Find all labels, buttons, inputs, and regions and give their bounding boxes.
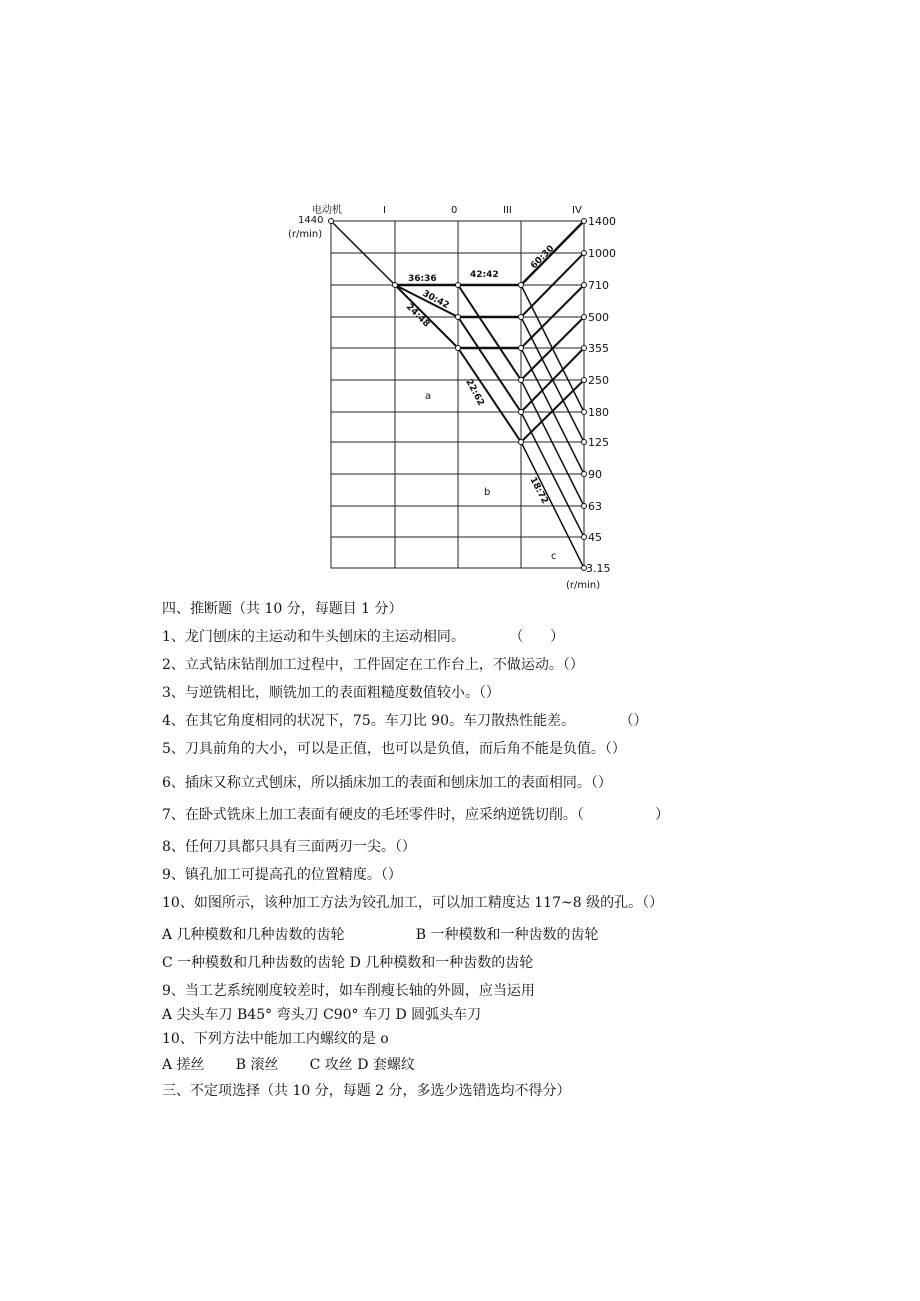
ratio-label: 42:42 — [470, 270, 499, 280]
question-item: 1、龙门刨床的主运动和牛头刨床的主运动相同。 （ ） — [162, 629, 565, 645]
question-item: 8、任何刀具都只具有三面两刃一尖。（） — [162, 839, 416, 855]
ratio-label: 36:36 — [408, 274, 437, 284]
speed-label: 45 — [588, 531, 602, 544]
speed-diagram — [280, 196, 620, 594]
speed-label: 710 — [588, 279, 609, 292]
area-label-a: a — [425, 391, 432, 402]
ratio-label: 22:62 — [463, 377, 486, 408]
motor-label: 电动机 — [312, 205, 342, 216]
option-line: A 尖头车刀 B45° 弯头刀 C90° 车刀 D 圆弧头车刀 — [162, 1007, 482, 1023]
option-line: A 搓丝 B 滚丝 C 攻丝 D 套螺纹 — [162, 1057, 415, 1073]
ratio-label: 30:42 — [420, 288, 451, 312]
section-title: 三、不定项选择（共 10 分，每题 2 分，多选少选错选均不得分） — [162, 1083, 571, 1099]
question-item: 10、下列方法中能加工内螺纹的是 o — [162, 1031, 389, 1047]
question-item: 2、立式钻床钻削加工过程中，工件固定在工作台上，不做运动。（） — [162, 657, 584, 673]
speed-label: 180 — [588, 406, 609, 419]
speed-label: 250 — [588, 374, 609, 387]
output-unit: (r/min) — [566, 580, 601, 591]
speed-label: 355 — [588, 342, 609, 355]
question-item: 10、如图所示，该种加工方法为铰孔加工，可以加工精度达 117~8 级的孔。（） — [162, 895, 664, 911]
diagram-grid — [331, 221, 584, 568]
motor-unit: (r/min) — [288, 229, 323, 240]
shaft-label-2: 0 — [451, 205, 458, 216]
speed-label: 500 — [588, 311, 609, 324]
shaft-label-1: I — [383, 205, 386, 216]
ratio-label: 24:48 — [403, 302, 432, 330]
speed-label: 90 — [588, 468, 602, 481]
section-title: 四、推断题（共 10 分，每题目 1 分） — [162, 601, 403, 617]
area-label-c: c — [551, 551, 557, 562]
question-item: 5、刀具前角的大小，可以是正值，也可以是负值，而后角不能是负值。（） — [162, 741, 626, 757]
ratio-label: 60:30 — [529, 243, 557, 272]
speed-label: 1400 — [588, 215, 616, 228]
question-item: 7、在卧式铣床上加工表面有硬皮的毛坯零件时，应采纳逆铣切削。（ ） — [162, 807, 670, 823]
speed-label: 3.15 — [586, 562, 611, 575]
question-item: 4、在其它角度相同的状况下，75。车刀比 90。车刀散热性能差。 （） — [162, 713, 648, 729]
area-label-b: b — [484, 487, 491, 498]
question-item: 3、与逆铣相比，顺铣加工的表面粗糙度数值较小。（） — [162, 685, 500, 701]
speed-label: 1000 — [588, 247, 616, 260]
option-line: A 几种模数和几种齿数的齿轮 B 一种模数和一种齿数的齿轮 — [162, 927, 599, 943]
ratio-label: 18:72 — [527, 475, 550, 506]
question-item: 9、镇孔加工可提高孔的位置精度。（） — [162, 867, 402, 883]
question-item: 6、插床又称立式刨床，所以插床加工的表面和刨床加工的表面相同。（） — [162, 775, 612, 791]
shaft-label-3: III — [503, 205, 512, 216]
speed-label: 125 — [588, 436, 609, 449]
question-item: 9、当工艺系统刚度较差时，如车削瘦长轴的外圆，应当运用 — [162, 983, 535, 999]
shaft-label-4: IV — [572, 205, 582, 216]
option-line: C 一种模数和几种齿数的齿轮 D 几种模数和一种齿数的齿轮 — [162, 955, 534, 971]
speed-label: 63 — [588, 500, 602, 513]
motor-speed: 1440 — [298, 215, 324, 226]
